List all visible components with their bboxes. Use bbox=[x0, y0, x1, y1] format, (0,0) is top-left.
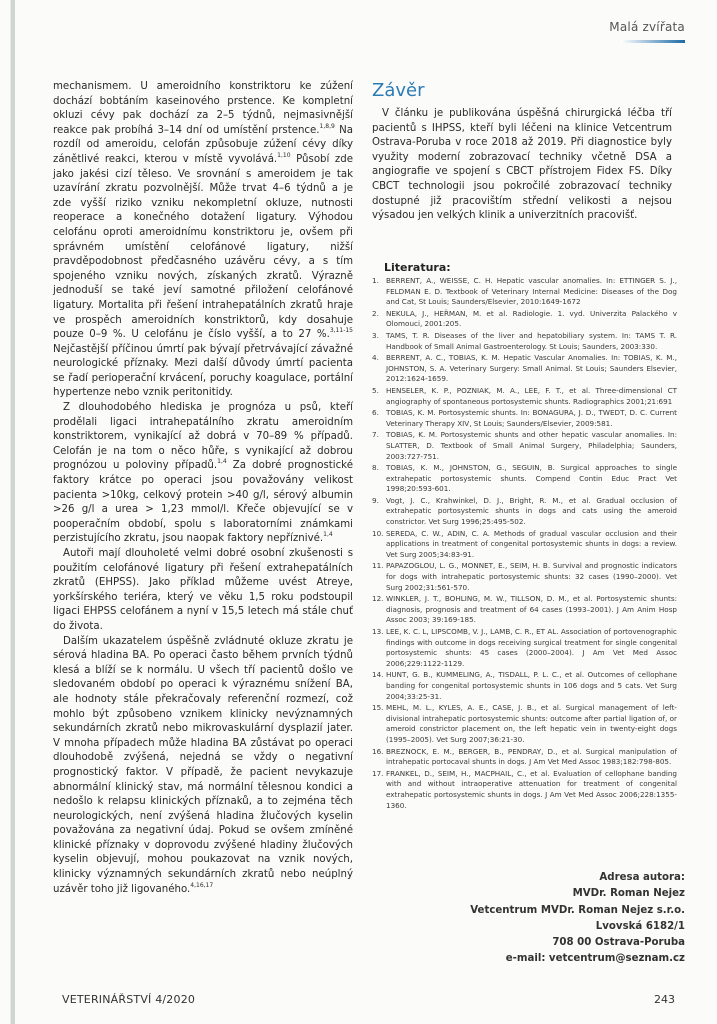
author-city: 708 00 Ostrava-Poruba bbox=[552, 937, 685, 949]
address-heading: Adresa autora: bbox=[599, 872, 685, 883]
reference-item: 15. MEHL, M. L., KYLES, A. E., CASE, J. B., et al. Surgical management of left-divisional intrahepatic portosystemic shunts: outcome after partial ligation of, or ameroid constrictor placement on, the left hepatic vein in twenty-eight dogs (1995–2005). Vet Surg 2007;36:21-30. bbox=[372, 703, 677, 744]
reference-item: 5. HENSELER, K. P., POZNIAK, M. A., LEE, F. T., et al. Three-dimensional CT angiography of spontaneous portosystemic shunts. Radiographics 2001;21:691 bbox=[372, 385, 677, 406]
references-title: Literatura: bbox=[384, 261, 451, 274]
citation: 3,11-15 bbox=[329, 327, 353, 335]
reference-item: 10. SEREDA, C. W., ADIN, C. A. Methods of gradual vascular occlusion and their applications in treatment of congenital portosystemic shunts in dogs: a review. Vet Surg 2005;34:83-91. bbox=[372, 528, 677, 559]
reference-item: 14. HUNT, G. B., KUMMELING, A., TISDALL, P. L. C., et al. Outcomes of cellophane banding for congenital portosystemic shunts in 106 dogs and 5 cats. Vet Surg 2004;33:25-31. bbox=[372, 670, 677, 701]
section-header bbox=[609, 20, 685, 43]
reference-item: 1. BERRENT, A., WEISSE, C. H. Hepatic vascular anomalies. In: ETTINGER S. J., FELDMAN E. D. Textbook of Veterinary Internal Medicine: Diseases of the Dog and Cat, St Louis; Saunders/Elsevier, 2010:1649-1672 bbox=[372, 276, 677, 307]
citation: 1,10 bbox=[277, 151, 291, 159]
author-street: Lvovská 6182/1 bbox=[595, 920, 685, 932]
citation: 1,4 bbox=[323, 531, 333, 539]
reference-item: 3. TAMS, T. R. Diseases of the liver and hepatobiliary system. In: TAMS T. R. Handbook of Small Animal Gastroenterology. St Louis; Saunders, 2003:330. bbox=[372, 330, 677, 351]
citation: 1,8,9 bbox=[319, 122, 335, 130]
reference-item: 2. NEKULA, J., HEŘMAN, M. et al. Radiologie. 1. vyd. Univerzita Palackého v Olomouci, 2001:205. bbox=[372, 308, 677, 329]
conclusion-section bbox=[372, 80, 672, 224]
section-underline bbox=[621, 40, 685, 43]
reference-item: 9. Vogt, J. C., Krahwinkel, D. J., Bright, R. M., et al. Gradual occlusion of extrahepatic portosystemic shunts in dogs and cats using the ameroid constrictor. Vet Surg 1996;25:495-502. bbox=[372, 495, 677, 527]
paragraph-3: Autoři mají dlouholeté velmi dobré osobní zkušenosti s použitím celofánové ligatury při řešení extrahepatálních zkratů (EHPSS). Jako příklad můžeme uvést Atreye, yorkšírského teriéra, který ve věku 1,5 roku podstoupil ligaci EHPSS celofánem a nyní v 15,5 letech má stále chuť do života. bbox=[53, 548, 353, 632]
paragraph-4: Dalším ukazatelem úspěšně zvládnuté okluze zkratu je sérová hladina BA. Po operaci často během prvních týdnů klesá a blíží se k normálu. U všech tří pacientů došlo ve sledovaném období po operaci k výraznému snížení BA, ale hodnoty stále překračovaly referenční rozmezí, což mohlo být způsobeno vznikem klinicky nevýznamných sekundárních zkratů nebo mikrovaskulární dysplazií jater. V mnoha případech může hladina BA zůstávat po operaci dlouhodobě zvýšená, nejedná se vždy o negativní prognostický faktor. V případě, že pacient nevykazuje abnormální klinický stav, má normální tělesnou kondici a nedošlo k relapsu klinických příznaků, a to zejména těch neurologických, není zvýšená hladina žlučových kyselin považována za negativní údaj. Pokud se ovšem zmíněné klinické příznaky v doprovodu zvýšené hladiny žlučových kyselin objevují, mohou poukazovat na vznik nových, klinicky významných sekundárních zkratů nebo neúplný uzávěr toho již ligovaného.$^{4,16,17}$ bbox=[53, 635, 353, 895]
author-company: Vetcentrum MVDr. Roman Nejez s.r.o. bbox=[470, 904, 685, 916]
reference-item: 8. TOBIAS, K. M., JOHNSTON, G., SEGUIN, B. Surgical approaches to single extrahepatic portosystemic shunts. Compend Contin Educ Pract Vet 1998;20:593-601. bbox=[372, 463, 677, 494]
body-text-column bbox=[53, 80, 353, 897]
author-name: MVDr. Roman Nejez bbox=[572, 888, 685, 900]
reference-item: 6. TOBIAS, K. M. Portosystemic shunts. In: BONAGURA, J. D., TWEDT, D. C. Current Veterinary Therapy XIV, St Louis; Saunders/Elsevier, 2009:581. bbox=[372, 408, 677, 428]
paragraph-2: Z dlouhodobého hlediska je prognóza u psů, kteří prodělali ligaci intrahepatálního zkratu ameroidním konstriktorem, vynikající až dobrá v 70–89 % případů. Celofán je na tom o něco hůře, s vynikající až dobrou prognózou u poloviny případů.$^{1,4}$ Za dobré prognostické faktory krátce po operaci jsou považovány velikost pacienta >10kg, celkový protein >40 g/l, sérový albumin >26 g/l a urea > 1,23 mmol/l. Křeče objevující se v pooperačním období, spolu s laboratorními známkami perzistujícího zkratu, jsou naopak faktory nepříznivé.$^{1,4}$ bbox=[53, 402, 353, 545]
citation: 4,16,17 bbox=[190, 881, 214, 889]
reference-item: 17. FRANKEL, D., SEIM, H., MACPHAIL, C., et al. Evaluation of cellophane banding with and without intraoperative attenuation for treatment of congenital extrahepatic portosystemic shunts in dogs. J Am Vet Med Assoc 2006;228:1355-1360. bbox=[372, 768, 677, 810]
page-number: 243 bbox=[654, 993, 675, 1006]
journal-footer: VETERINÁŘSTVÍ 4/2020 bbox=[62, 993, 196, 1006]
reference-item: 12. WINKLER, J. T., BOHLING, M. W., TILLSON, D. M., et al. Portosystemic shunts: diagnosis, prognosis and treatment of 64 cases (1993–2001). J Am Anim Hosp Assoc 2003; 39:169-185. bbox=[372, 594, 677, 625]
reference-item: 16. BREZNOCK, E. M., BERGER, B., PENDRAY, D., et al. Surgical manipulation of intrahepatic portocaval shunts in dogs. J Am Vet Med Assoc 1983;182:798-805. bbox=[372, 746, 677, 767]
reference-item: 11. PAPAZOGLOU, L. G., MONNET, E., SEIM, H. B. Survival and prognostic indicators for dogs with intrahepatic portosystemic shunts: 32 cases (1990–2000). Vet Surg 2002;31:561-570. bbox=[372, 561, 677, 592]
references-section bbox=[372, 261, 677, 812]
reference-item: 13. LEE, K. C. L, LIPSCOMB, V. J., LAMB, C. R., ET AL. Association of portovenographic findings with outcome in dogs receiving surgical treatment for single congenital portosystemic shunts: 45 cases (2000–2004). J Am Vet Med Assoc 2006;229:1122-1129. bbox=[372, 627, 677, 668]
page-spine bbox=[10, 0, 15, 1024]
author-email: e-mail: vetcentrum@seznam.cz bbox=[505, 953, 685, 965]
reference-item: 7. TOBIAS, K. M. Portosystemic shunts and other hepatic vascular anomalies. In: SLATTER, D. Textbook of Small Animal Surgery, Philadelphia; Saunders, 2003:727-751. bbox=[372, 430, 677, 461]
paragraph-1: mechanismem. U ameroidního konstriktoru ke zúžení dochází bobtáním kaseinového prstence. Ke kompletní okluzi cévy pak dochází za 2–5 týdnů, nejmasivnější reakce pak probíhá 3–14 dní od umístění prstence.$^{1,8,9}$ Na rozdíl od ameroidu, celofán způsobuje zúžení cévy díky zánětlivé reakci, kterou v místě vyvolává.$^{1,10}$ Působí zde jako jakési cizí těleso. Ve srovnání s ameroidem je tak uzavírání zkratu pozvolnější. Může trvat 4–6 týdnů a je zde vyšší riziko vzniku nekompletní okluze, nutnosti reoperace a konečného dotažení ligatury. Výhodou celofánu oproti ameroidnímu konstriktoru je, ovšem při správném umístění celofánové ligatury, nižší pravděpodobnost předčasného uzávěru cévy, a s tím spojeného vzniku nových, získaných zkratů. Výrazně jednoduší se také jeví samotné přiložení celofánové ligatury. Mortalita při řešení intrahepatálních zkratů hraje ve prospěch ameroidních konstriktorů, kdy dosahuje pouze 0–9 %. U celofánu je číslo vyšší, a to 27 %.$^{3,11-15}$ Nejčastější příčinou úmrtí pak bývají přetrvávající závažné neurologické příznaky. Mezi další důvody úmrtí pacienta se řadí perioperační krvácení, poruchy koagulace, portální hypertenze nebo vznik peritonitidy. bbox=[53, 81, 354, 399]
reference-item: 4. BERRENT, A. C., TOBIAS, K. M. Hepatic Vascular Anomalies. In: TOBIAS, K. M., JOHNSTON, S. A. Veterinary Surgery: Small Animal. St Louis; Saunders Elsevier, 2012:1624-1659. bbox=[372, 353, 677, 384]
author-address bbox=[470, 870, 685, 968]
conclusion-text: V článku je publikována úspěšná chirurgická léčba tří pacientů s IHPSS, kteří byli léčeni na klinice Vetcentrum Ostrava-Poruba v roce 2018 až 2019. Při diagnostice byly využity moderní zobrazovací techniky včetně DSA a angiografie ve spojení s CBCT přístrojem Fidex FS. Díky CBCT technologii jsou pokročilé zobrazovací techniky dostupné již pracovištím střední velikosti a nejsou výsadou jen velkých klinik a univerzitních pracovišť. bbox=[372, 108, 672, 222]
references-list bbox=[372, 276, 677, 811]
citation: 1,4 bbox=[217, 458, 227, 466]
section-label: Malá zvířata bbox=[609, 20, 685, 34]
conclusion-title: Závěr bbox=[372, 80, 425, 101]
